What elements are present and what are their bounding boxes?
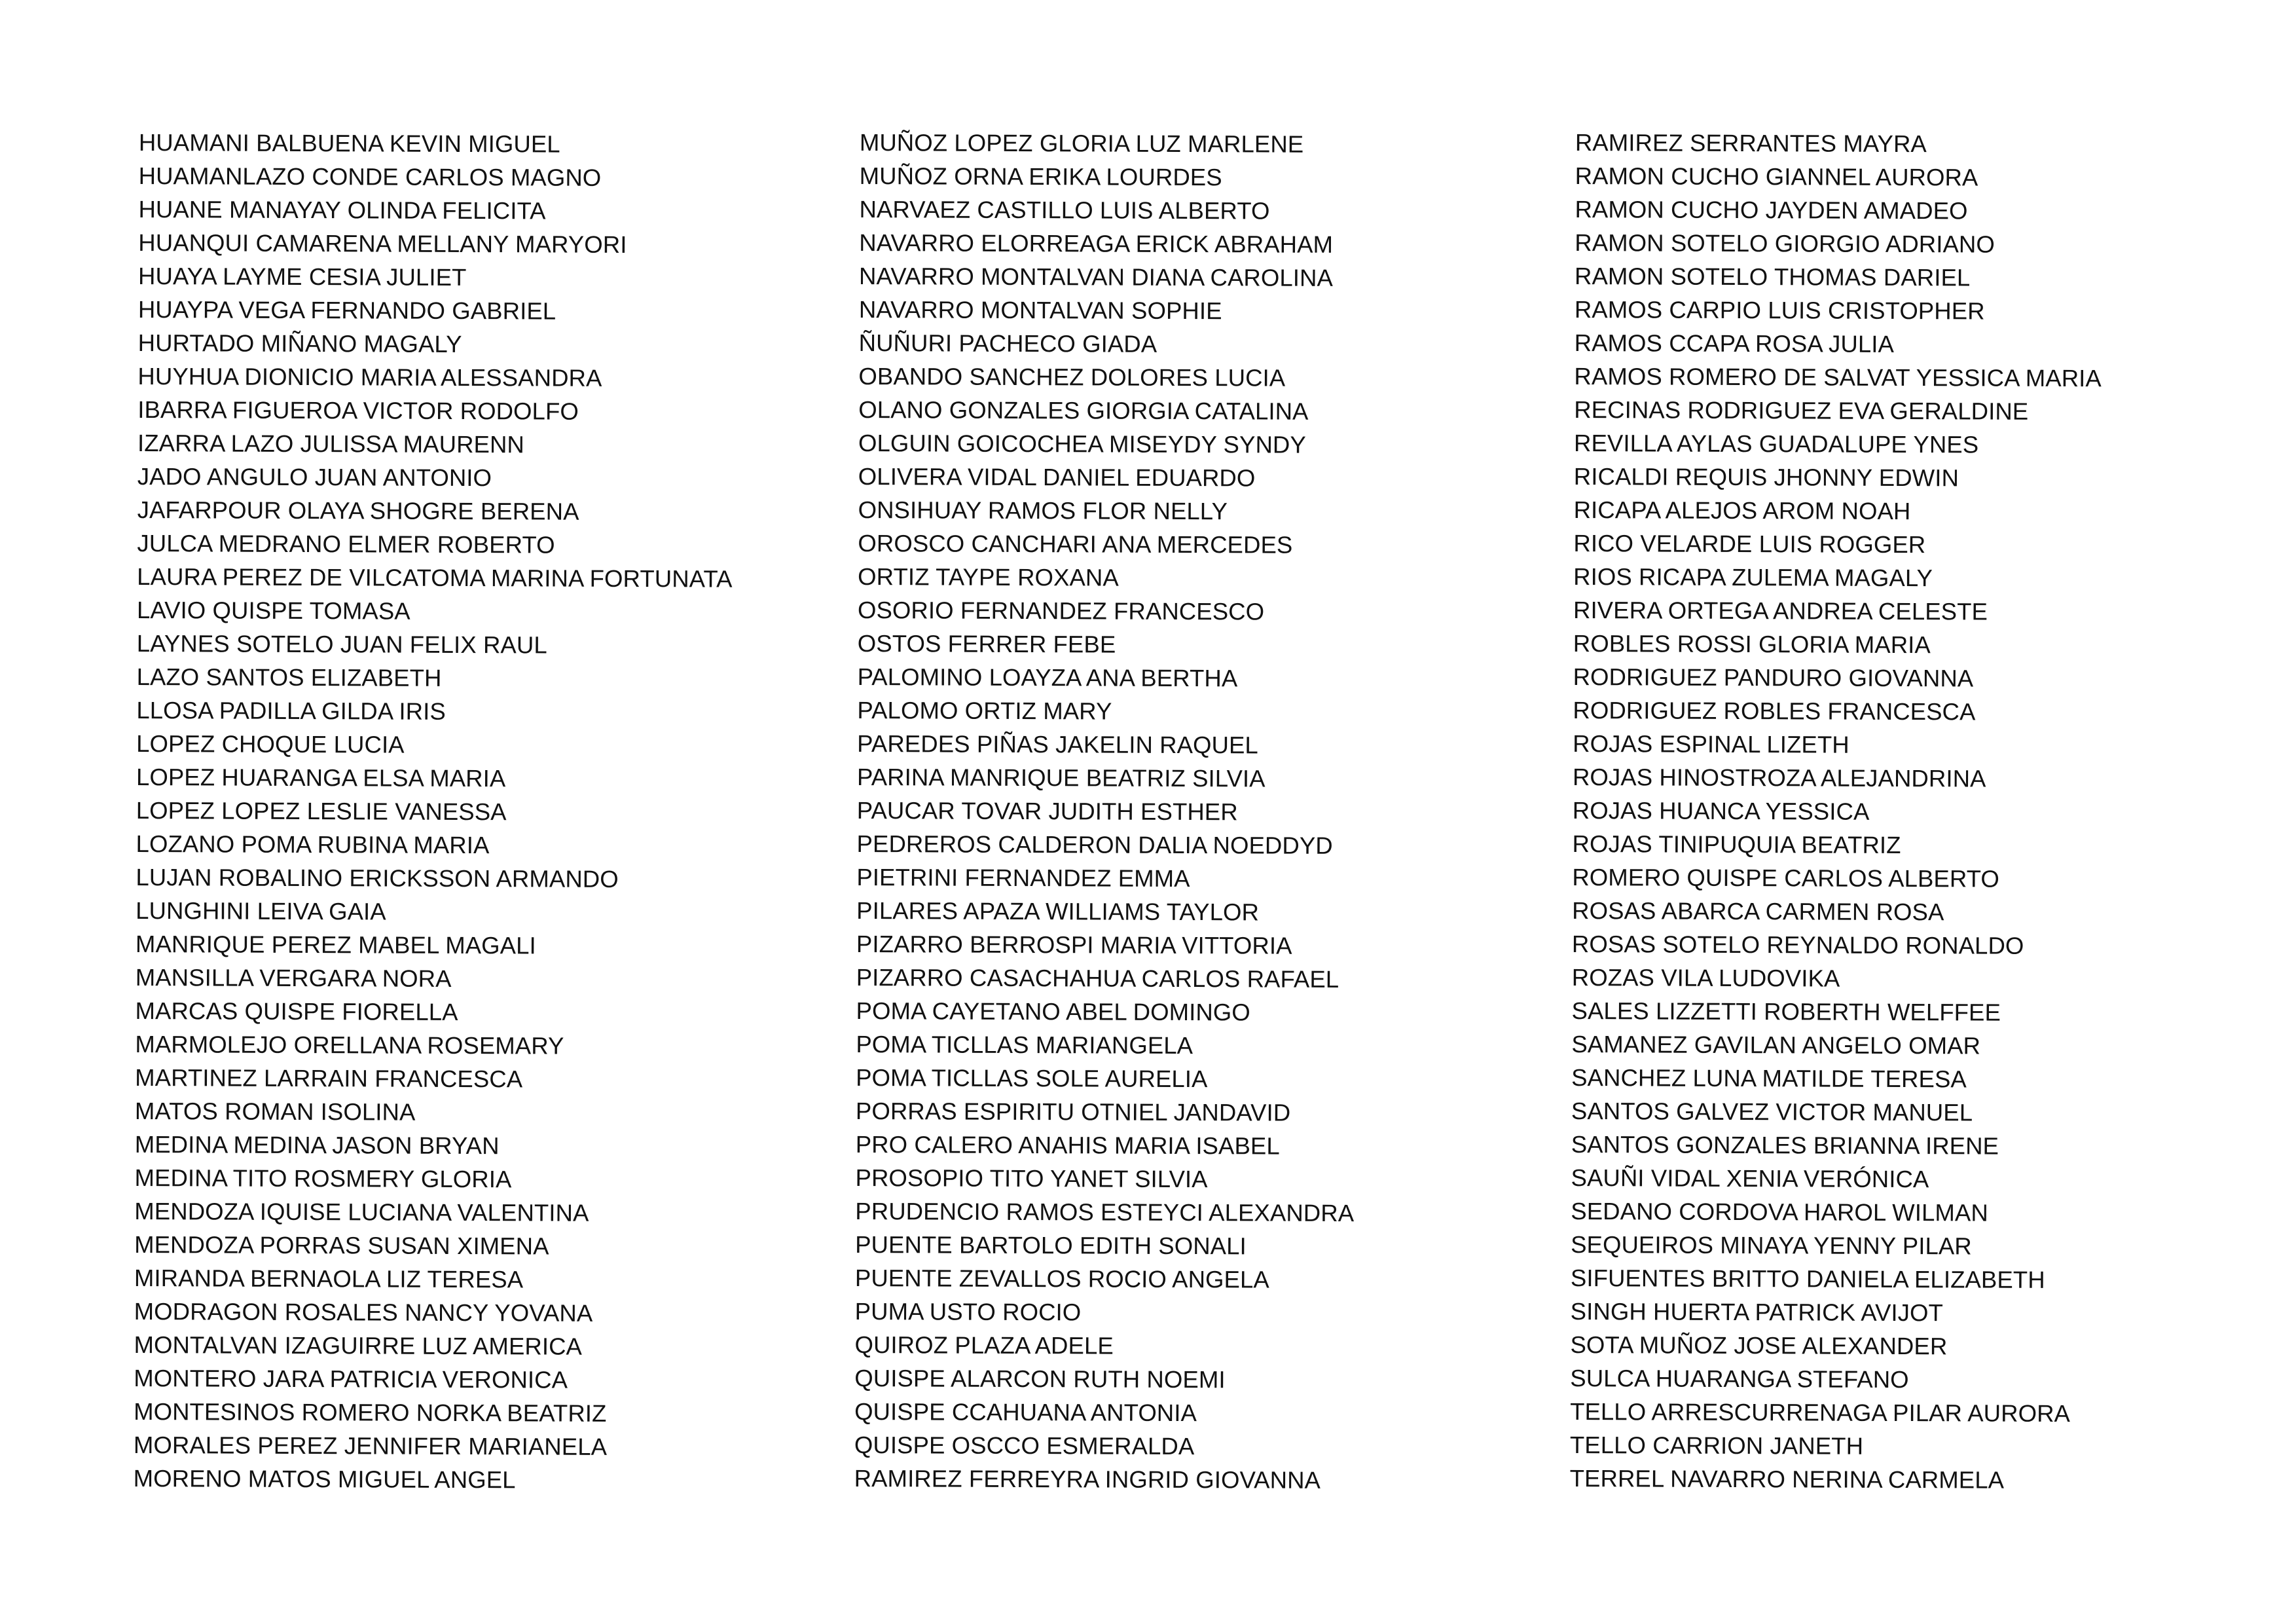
name-entry: MATOS ROMAN ISOLINA (134, 1097, 416, 1126)
name-entry: NARVAEZ CASTILLO LUIS ALBERTO (859, 195, 1270, 225)
name-entry: RAMON CUCHO JAYDEN AMADEO (1575, 195, 1968, 225)
name-entry: ROSAS ABARCA CARMEN ROSA (1572, 896, 1944, 926)
name-entry: ÑUÑURI PACHECO GIADA (858, 329, 1157, 358)
name-entry: MENDOZA IQUISE LUCIANA VALENTINA (134, 1197, 589, 1227)
name-entry: ROZAS VILA LUDOVIKA (1571, 963, 1840, 992)
name-entry: LOPEZ CHOQUE LUCIA (136, 729, 405, 758)
name-entry: PROSOPIO TITO YANET SILVIA (855, 1164, 1208, 1193)
name-entry: LAZO SANTOS ELIZABETH (136, 663, 442, 692)
name-entry: RAMON SOTELO THOMAS DARIEL (1574, 262, 1971, 291)
name-entry: PUMA USTO ROCIO (854, 1297, 1082, 1326)
name-entry: RAMOS ROMERO DE SALVAT YESSICA MARIA (1574, 362, 2102, 392)
name-entry: PRUDENCIO RAMOS ESTEYCI ALEXANDRA (855, 1197, 1355, 1227)
name-entry: SAUÑI VIDAL XENIA VERÓNICA (1571, 1164, 1929, 1193)
name-entry: MUÑOZ LOPEZ GLORIA LUZ MARLENE (859, 128, 1304, 158)
name-entry: RECINAS RODRIGUEZ EVA GERALDINE (1574, 396, 2029, 425)
name-entry: OLANO GONZALES GIORGIA CATALINA (858, 396, 1309, 425)
name-entry: MANRIQUE PEREZ MABEL MAGALI (135, 930, 536, 959)
name-entry: HUYHUA DIONICIO MARIA ALESSANDRA (137, 362, 602, 392)
name-entry: OLGUIN GOICOCHEA MISEYDY SYNDY (858, 429, 1306, 458)
name-entry: TERREL NAVARRO NERINA CARMELA (1569, 1464, 2005, 1494)
name-entry: MORENO MATOS MIGUEL ANGEL (133, 1464, 516, 1494)
name-entry: MONTESINOS ROMERO NORKA BEATRIZ (134, 1397, 607, 1427)
name-entry: ROMERO QUISPE CARLOS ALBERTO (1572, 863, 2000, 893)
name-column-1 (134, 126, 735, 1498)
name-entry: LOZANO POMA RUBINA MARIA (136, 830, 490, 859)
name-entry: POMA TICLLAS MARIANGELA (856, 1030, 1194, 1060)
name-entry: MONTERO JARA PATRICIA VERONICA (134, 1364, 568, 1393)
name-entry: RIOS RICAPA ZULEMA MAGALY (1573, 563, 1933, 592)
name-column-3 (1570, 126, 2103, 1497)
name-entry: ROBLES ROSSI GLORIA MARIA (1573, 629, 1931, 659)
name-entry: PIETRINI FERNANDEZ EMMA (856, 863, 1190, 893)
name-entry: JAFARPOUR OLAYA SHOGRE BERENA (137, 496, 579, 525)
name-column-2 (854, 126, 1358, 1497)
name-entry: ROJAS TINIPUQUIA BEATRIZ (1572, 830, 1901, 859)
name-entry: ROJAS ESPINAL LIZETH (1573, 729, 1850, 758)
name-entry: LOPEZ LOPEZ LESLIE VANESSA (136, 796, 507, 826)
name-entry: SANTOS GALVEZ VICTOR MANUEL (1571, 1097, 1973, 1126)
name-entry: ONSIHUAY RAMOS FLOR NELLY (858, 496, 1228, 525)
name-entry: PALOMINO LOAYZA ANA BERTHA (857, 663, 1238, 692)
name-entry: ROSAS SOTELO REYNALDO RONALDO (1571, 930, 2024, 959)
name-entry: QUISPE CCAHUANA ANTONIA (854, 1397, 1197, 1427)
name-entry: MEDINA TITO ROSMERY GLORIA (134, 1164, 512, 1193)
name-entry: SOTA MUÑOZ JOSE ALEXANDER (1570, 1331, 1948, 1360)
name-entry: SAMANEZ GAVILAN ANGELO OMAR (1571, 1030, 1981, 1060)
name-entry: IZARRA LAZO JULISSA MAURENN (137, 429, 525, 458)
name-entry: OSTOS FERRER FEBE (857, 629, 1116, 658)
name-entry: RICO VELARDE LUIS ROGGER (1573, 529, 1926, 559)
name-entry: MORALES PEREZ JENNIFER MARIANELA (133, 1431, 608, 1460)
name-entry: HUANE MANAYAY OLINDA FELICITA (138, 195, 546, 225)
name-entry: LUJAN ROBALINO ERICKSSON ARMANDO (136, 863, 619, 893)
name-entry: RIVERA ORTEGA ANDREA CELESTE (1573, 596, 1988, 625)
name-entry: LAURA PEREZ DE VILCATOMA MARINA FORTUNATA (137, 563, 733, 593)
name-entry: QUIROZ PLAZA ADELE (854, 1331, 1114, 1359)
name-entry: PAREDES PIÑAS JAKELIN RAQUEL (857, 729, 1258, 759)
name-entry: IBARRA FIGUEROA VICTOR RODOLFO (137, 396, 579, 425)
name-entry: PEDREROS CALDERON DALIA NOEDDYD (856, 830, 1333, 859)
name-entry: PALOMO ORTIZ MARY (857, 696, 1112, 725)
name-entry: TELLO ARRESCURRENAGA PILAR AURORA (1570, 1397, 2071, 1428)
name-entry: MONTALVAN IZAGUIRRE LUZ AMERICA (134, 1331, 583, 1360)
name-entry: SULCA HUARANGA STEFANO (1570, 1364, 1909, 1393)
name-entry: OSORIO FERNANDEZ FRANCESCO (857, 596, 1265, 625)
name-entry: PAUCAR TOVAR JUDITH ESTHER (856, 796, 1238, 826)
name-entry: RAMIREZ FERREYRA INGRID GIOVANNA (854, 1464, 1321, 1494)
name-entry: RAMOS CCAPA ROSA JULIA (1574, 329, 1895, 358)
name-entry: QUISPE OSCCO ESMERALDA (854, 1431, 1195, 1460)
name-entry: RAMIREZ SERRANTES MAYRA (1575, 128, 1927, 158)
name-entry: RICALDI REQUIS JHONNY EDWIN (1573, 462, 1959, 492)
name-entry: RAMON SOTELO GIORGIO ADRIANO (1575, 229, 1995, 258)
name-entry: ORTIZ TAYPE ROXANA (858, 563, 1119, 591)
name-entry: SANTOS GONZALES BRIANNA IRENE (1571, 1130, 1999, 1160)
name-entry: PUENTE ZEVALLOS ROCIO ANGELA (854, 1264, 1269, 1293)
name-entry: POMA TICLLAS SOLE AURELIA (856, 1063, 1208, 1093)
name-entry: PIZARRO BERROSPI MARIA VITTORIA (856, 930, 1292, 959)
name-entry: RODRIGUEZ PANDURO GIOVANNA (1573, 663, 1974, 692)
name-entry: NAVARRO MONTALVAN DIANA CAROLINA (858, 262, 1334, 291)
name-entry: LAYNES SOTELO JUAN FELIX RAUL (136, 629, 547, 659)
name-entry: NAVARRO MONTALVAN SOPHIE (858, 295, 1222, 325)
name-entry: MARCAS QUISPE FIORELLA (135, 997, 458, 1025)
name-entry: RAMOS CARPIO LUIS CRISTOPHER (1574, 295, 1985, 325)
name-entry: NAVARRO ELORREAGA ERICK ABRAHAM (859, 229, 1334, 258)
name-entry: MENDOZA PORRAS SUSAN XIMENA (134, 1230, 549, 1260)
name-entry: SEQUEIROS MINAYA YENNY PILAR (1571, 1230, 1972, 1260)
name-entry: PRO CALERO ANAHIS MARIA ISABEL (855, 1130, 1280, 1160)
name-entry: SIFUENTES BRITTO DANIELA ELIZABETH (1570, 1264, 2045, 1293)
name-entry: ROJAS HUANCA YESSICA (1572, 796, 1870, 825)
name-entry: ROJAS HINOSTROZA ALEJANDRINA (1572, 763, 1986, 792)
name-entry: QUISPE ALARCON RUTH NOEMI (854, 1364, 1226, 1393)
name-entry: HURTADO MIÑANO MAGALY (137, 329, 462, 358)
name-entry: MANSILLA VERGARA NORA (135, 963, 452, 992)
name-entry: HUAMANLAZO CONDE CARLOS MAGNO (138, 162, 602, 191)
name-entry: JADO ANGULO JUAN ANTONIO (137, 462, 492, 492)
name-entry: MARTINEZ LARRAIN FRANCESCA (135, 1063, 523, 1093)
name-entry: LAVIO QUISPE TOMASA (136, 596, 410, 625)
name-entry: SINGH HUERTA PATRICK AVIJOT (1570, 1297, 1944, 1327)
name-entry: OBANDO SANCHEZ DOLORES LUCIA (858, 362, 1286, 392)
name-entry: OLIVERA VIDAL DANIEL EDUARDO (858, 462, 1256, 492)
name-entry: HUAYA LAYME CESIA JULIET (137, 262, 467, 291)
name-entry: JULCA MEDRANO ELMER ROBERTO (137, 529, 555, 559)
name-entry: PORRAS ESPIRITU OTNIEL JANDAVID (855, 1097, 1291, 1126)
name-entry: SEDANO CORDOVA HAROL WILMAN (1571, 1197, 1988, 1227)
name-entry: MEDINA MEDINA JASON BRYAN (134, 1130, 500, 1160)
name-entry: HUAYPA VEGA FERNANDO GABRIEL (137, 295, 556, 325)
name-entry: TELLO CARRION JANETH (1569, 1431, 1864, 1460)
name-entry: MODRAGON ROSALES NANCY YOVANA (134, 1297, 593, 1327)
name-entry: MUÑOZ ORNA ERIKA LOURDES (859, 162, 1222, 191)
name-entry: SANCHEZ LUNA MATILDE TERESA (1571, 1063, 1967, 1093)
name-entry: MIRANDA BERNAOLA LIZ TERESA (134, 1264, 524, 1293)
name-entry: LOPEZ HUARANGA ELSA MARIA (136, 763, 506, 792)
name-entry: OROSCO CANCHARI ANA MERCEDES (858, 529, 1293, 559)
name-entry: PARINA MANRIQUE BEATRIZ SILVIA (856, 763, 1266, 792)
name-entry: POMA CAYETANO ABEL DOMINGO (856, 997, 1250, 1026)
name-entry: HUAMANI BALBUENA KEVIN MIGUEL (138, 128, 560, 158)
name-entry: REVILLA AYLAS GUADALUPE YNES (1573, 429, 1979, 458)
name-entry: SALES LIZZETTI ROBERTH WELFFEE (1571, 997, 2001, 1026)
name-entry: PILARES APAZA WILLIAMS TAYLOR (856, 896, 1260, 926)
name-entry: LUNGHINI LEIVA GAIA (136, 896, 386, 925)
name-entry: MARMOLEJO ORELLANA ROSEMARY (135, 1030, 564, 1060)
name-entry: PIZARRO CASACHAHUA CARLOS RAFAEL (856, 963, 1339, 993)
name-entry: RAMON CUCHO GIANNEL AURORA (1575, 162, 1978, 191)
name-entry: RICAPA ALEJOS AROM NOAH (1573, 496, 1911, 525)
name-entry: RODRIGUEZ ROBLES FRANCESCA (1573, 696, 1976, 726)
name-entry: PUENTE BARTOLO EDITH SONALI (855, 1230, 1247, 1260)
name-entry: LLOSA PADILLA GILDA IRIS (136, 696, 446, 725)
name-entry: HUANQUI CAMARENA MELLANY MARYORI (138, 229, 627, 258)
